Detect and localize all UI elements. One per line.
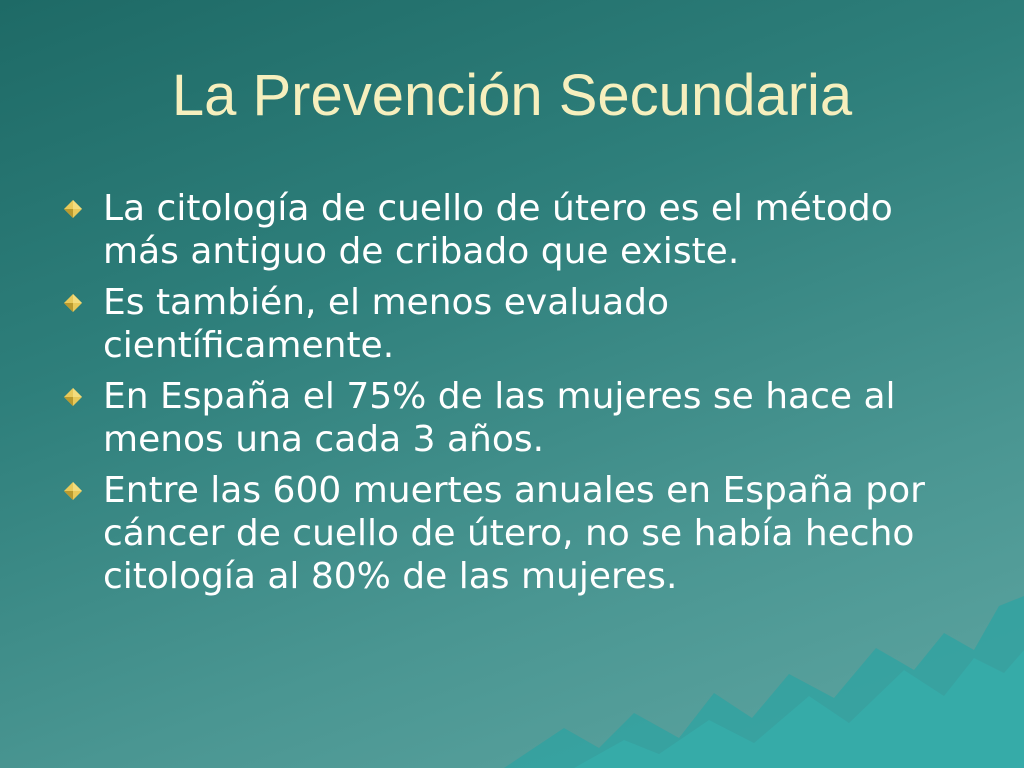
bullet-item — [58, 187, 958, 273]
bullet-text: Entre las 600 muertes anuales en España por cáncer de cuello de útero, no se había hecho citología al 80% de las mujeres. — [103, 470, 925, 597]
diamond-bullet-icon — [63, 387, 83, 407]
bullet-item — [58, 281, 958, 367]
diamond-bullet-icon — [63, 199, 83, 219]
bullet-item — [58, 469, 958, 598]
bullet-text: En España el 75% de las mujeres se hace al menos una cada 3 años. — [103, 376, 896, 460]
mountain-decoration-icon — [504, 578, 1024, 768]
bullet-text: La citología de cuello de útero es el método más antiguo de cribado que existe. — [103, 188, 893, 272]
bullet-item — [58, 375, 958, 461]
diamond-bullet-icon — [63, 481, 83, 501]
bullet-text: Es también, el menos evaluado científicamente. — [103, 282, 670, 366]
bullet-list — [58, 187, 958, 606]
slide-title: La Prevención Secundaria — [171, 63, 853, 128]
diamond-bullet-icon — [63, 293, 83, 313]
